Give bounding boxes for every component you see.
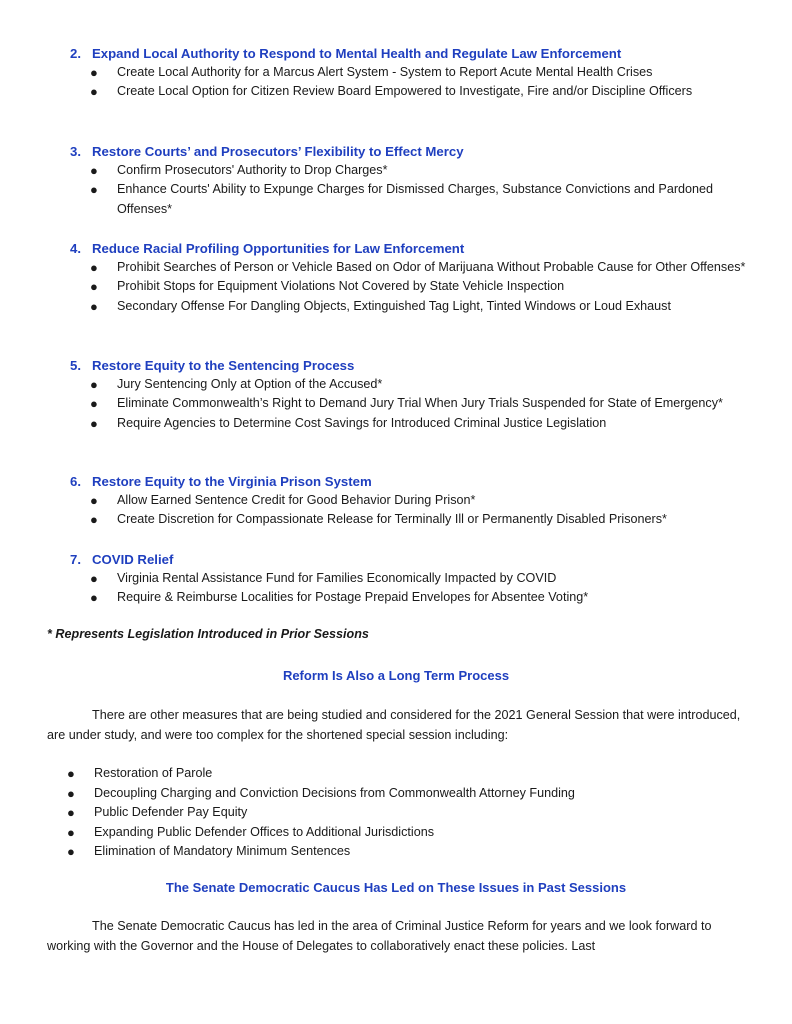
bullet-icon: ●	[90, 298, 98, 314]
list-item: ● Secondary Offense For Dangling Objects, Extinguished Tag Light, Tinted Windows or Loud Exhaust	[70, 297, 760, 316]
section-items	[70, 258, 760, 316]
bullet-icon: ●	[90, 84, 98, 100]
section-items	[70, 161, 760, 219]
list-item: ● Allow Earned Sentence Credit for Good Behavior During Prison*	[70, 491, 760, 510]
section-items	[70, 375, 760, 433]
section-items	[70, 63, 760, 102]
caucus-paragraph: The Senate Democratic Caucus has led in the area of Criminal Justice Reform for years and we look forward to working with the Governor and the House of Delegates to collaboratively enact these policies. Last	[47, 919, 712, 953]
section-7	[70, 550, 760, 608]
section-4	[70, 239, 760, 316]
section-title: 7. COVID Relief	[70, 552, 174, 567]
list-item: ● Confirm Prosecutors' Authority to Drop Charges*	[70, 161, 760, 180]
list-item: ● Prohibit Searches of Person or Vehicle Based on Odor of Marijuana Without Probable Cause for Other Offenses*	[70, 258, 760, 277]
list-item: ● Enhance Courts' Ability to Expunge Charges for Dismissed Charges, Substance Convictions and Pardoned Offenses*	[90, 182, 714, 216]
list-item: ● Require & Reimburse Localities for Postage Prepaid Envelopes for Absentee Voting*	[70, 588, 760, 607]
bullet-icon: ●	[67, 766, 75, 781]
list-item: ● Prohibit Stops for Equipment Violations Not Covered by State Vehicle Inspection	[70, 277, 760, 296]
bullet-icon: ●	[90, 279, 98, 295]
bullet-icon: ●	[67, 805, 75, 821]
reform-paragraph: There are other measures that are being studied and considered for the 2021 General Session that were introduced, are under study, and were too complex for the shortened special session including:	[47, 708, 741, 742]
section-3	[70, 142, 760, 219]
section-title: 2. Expand Local Authority to Respond to Mental Health and Regulate Law Enforcement	[70, 46, 622, 61]
list-item: ● Restoration of Parole	[47, 764, 747, 784]
bullet-icon: ●	[90, 260, 98, 275]
list-item: ● Require Agencies to Determine Cost Savings for Introduced Criminal Justice Legislation	[70, 414, 760, 433]
reform-heading: Reform Is Also a Long Term Process	[282, 668, 510, 683]
section-items	[70, 491, 760, 530]
section-items	[70, 569, 760, 608]
caucus-heading: The Senate Democratic Caucus Has Led on These Issues in Past Sessions	[165, 880, 627, 895]
bullet-icon: ●	[90, 396, 98, 412]
list-item: ● Public Defender Pay Equity	[47, 803, 747, 823]
section-6	[70, 472, 760, 530]
list-item: ● Eliminate Commonwealth’s Right to Demand Jury Trial When Jury Trials Suspended for State of Emergency*	[70, 394, 760, 413]
bullet-icon: ●	[90, 415, 98, 431]
list-item: ● Create Local Authority for a Marcus Alert System - System to Report Acute Mental Health Crises	[70, 63, 760, 82]
section-title: 5. Restore Equity to the Sentencing Process	[70, 358, 355, 373]
list-item: ● Virginia Rental Assistance Fund for Families Economically Impacted by COVID	[70, 569, 760, 588]
bullet-icon: ●	[90, 590, 98, 606]
bullet-icon: ●	[67, 824, 75, 840]
list-item: ● Jury Sentencing Only at Option of the Accused*	[70, 375, 760, 394]
list-item: ● Create Local Option for Citizen Review Board Empowered to Investigate, Fire and/or Discipline Officers	[70, 82, 760, 101]
section-5	[70, 356, 760, 433]
list-item: ● Create Discretion for Compassionate Release for Terminally Ill or Permanently Disabled Prisoners*	[70, 510, 760, 529]
bullet-icon: ●	[67, 785, 75, 801]
bullet-icon: ●	[90, 182, 98, 198]
bullet-icon: ●	[90, 571, 98, 586]
bullet-icon: ●	[67, 844, 75, 860]
bullet-icon: ●	[90, 377, 98, 392]
section-title: 3. Restore Courts’ and Prosecutors’ Flexibility to Effect Mercy	[70, 144, 464, 159]
list-item: ● Decoupling Charging and Conviction Decisions from Commonwealth Attorney Funding	[47, 784, 747, 804]
bullet-icon: ●	[90, 65, 98, 80]
section-title: 6. Restore Equity to the Virginia Prison System	[70, 474, 372, 489]
list-item: ● Elimination of Mandatory Minimum Sentences	[47, 842, 747, 862]
footnote: * Represents Legislation Introduced in Prior Sessions	[47, 627, 369, 641]
list-item: ● Expanding Public Defender Offices to Additional Jurisdictions	[47, 823, 747, 843]
bullet-icon: ●	[90, 163, 98, 178]
section-2	[70, 44, 760, 102]
bullet-icon: ●	[90, 493, 98, 508]
bullet-icon: ●	[90, 512, 98, 528]
section-title: 4. Reduce Racial Profiling Opportunities for Law Enforcement	[70, 241, 465, 256]
reform-list	[47, 764, 747, 862]
